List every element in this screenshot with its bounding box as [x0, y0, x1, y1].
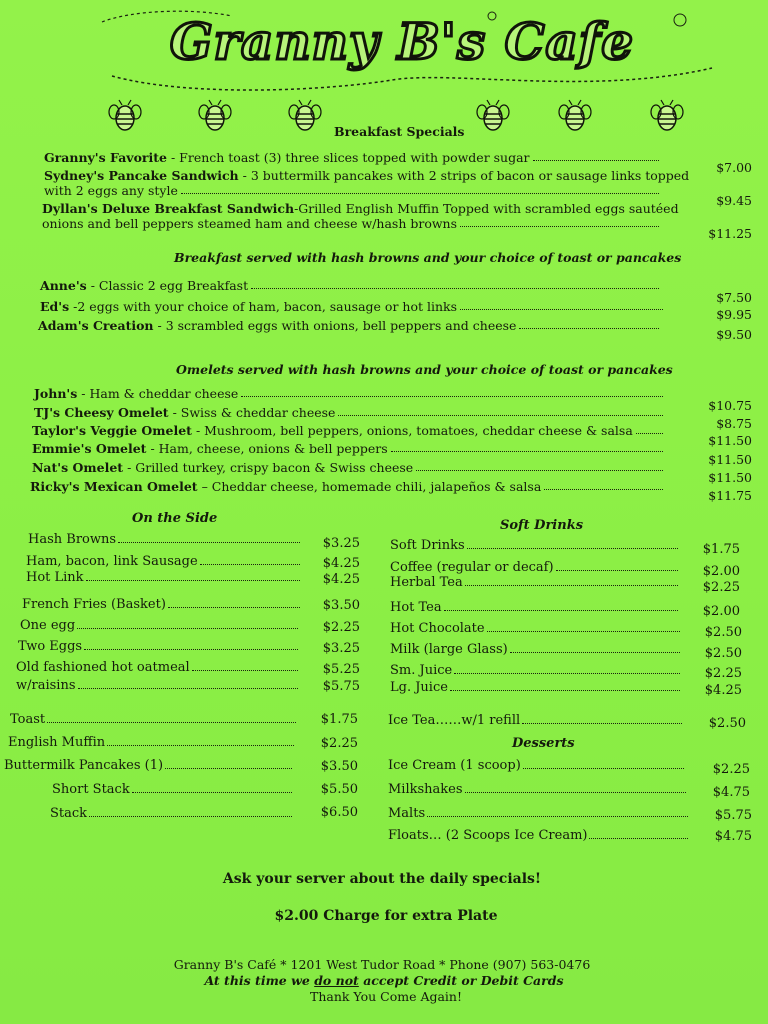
item-price: $9.45: [716, 193, 752, 208]
item-name: Coffee (regular or decaf): [390, 560, 554, 575]
dot-leader: [519, 327, 659, 329]
drink-item: [388, 713, 684, 728]
item-name: Hot Chocolate: [390, 621, 485, 636]
item-description: - Classic 2 egg Breakfast: [90, 278, 249, 293]
item-name: Ed's: [40, 299, 70, 314]
item-description: - Grilled turkey, crispy bacon & Swiss cheese: [127, 460, 414, 475]
item-price: $8.75: [716, 416, 752, 431]
dot-leader: [465, 584, 678, 586]
item-price: $11.75: [708, 488, 752, 503]
bee-icon: [288, 98, 322, 134]
dot-leader: [181, 192, 659, 194]
menu-item-row: [40, 278, 662, 293]
item-name: Sydney's Pancake Sandwich: [44, 168, 239, 183]
item-price: $2.50: [704, 625, 742, 640]
bee-icon: [108, 98, 142, 134]
bee-icon: [476, 98, 510, 134]
item-price: $11.50: [708, 452, 752, 467]
drink-item: [390, 600, 680, 615]
item-name: Short Stack: [52, 782, 130, 797]
item-price: $2.25: [704, 666, 742, 681]
dessert-item: [388, 782, 688, 797]
item-name: Milk (large Glass): [390, 642, 508, 657]
item-name: TJ's Cheesy Omelet: [34, 405, 169, 420]
dot-leader: [450, 689, 680, 691]
side-item: [8, 735, 296, 750]
soft-drinks-heading: Soft Drinks: [500, 518, 584, 533]
item-name: John's: [34, 386, 78, 401]
item-description: -Grilled English Muffin Topped with scrambled eggs sautéed: [294, 201, 679, 216]
item-price: $5.75: [322, 679, 360, 694]
item-price: $11.50: [708, 433, 752, 448]
dot-leader: [454, 672, 680, 674]
payment-note: [0, 973, 768, 988]
item-description: -2 eggs with your choice of ham, bacon, sausage or hot links: [73, 299, 458, 314]
item-price: $1.75: [320, 712, 358, 727]
item-name: Old fashioned hot oatmeal: [16, 660, 190, 675]
drink-item: [390, 575, 680, 590]
item-price: $1.75: [702, 542, 740, 557]
side-item: [18, 639, 300, 654]
menu-item-row: [42, 201, 679, 216]
dot-leader: [465, 791, 686, 793]
item-name: Ham, bacon, link Sausage: [26, 554, 198, 569]
menu-item-row: [30, 479, 666, 494]
dot-leader: [444, 609, 678, 611]
side-item: [52, 782, 294, 797]
item-price: $7.00: [716, 160, 752, 175]
item-price: $5.50: [320, 782, 358, 797]
item-description: - Ham, cheese, onions & bell peppers: [150, 441, 388, 456]
item-name: Adam's Creation: [38, 318, 154, 333]
side-item: [50, 806, 294, 821]
item-price: $5.25: [322, 662, 360, 677]
thank-you-note: Thank You Come Again!: [309, 989, 463, 1004]
drink-item: [390, 560, 680, 575]
item-name: Lg. Juice: [390, 680, 448, 695]
item-name: Ricky's Mexican Omelet: [30, 479, 198, 494]
side-item: [16, 660, 300, 675]
item-price: $11.25: [708, 226, 752, 241]
item-name: Malts: [388, 806, 426, 821]
dot-leader: [460, 225, 659, 227]
menu-item-row: [44, 168, 690, 183]
dot-leader: [168, 606, 300, 608]
drink-item: [390, 663, 682, 678]
item-name: Taylor's Veggie Omelet: [32, 423, 192, 438]
side-item: [16, 678, 300, 693]
item-price: $4.25: [322, 572, 360, 587]
menu-item-row: [40, 299, 666, 314]
menu-item-row: [32, 423, 666, 438]
item-name: Ice Cream (1 scoop): [388, 758, 521, 773]
side-item: [28, 532, 302, 547]
bee-icon: [558, 98, 592, 134]
item-name: Emmie's Omelet: [32, 441, 147, 456]
item-price: $2.00: [702, 564, 740, 579]
bee-icon: [198, 98, 232, 134]
item-name: w/raisins: [16, 678, 76, 693]
dot-leader: [200, 563, 300, 565]
item-price: $9.95: [716, 307, 752, 322]
item-price: $4.25: [322, 556, 360, 571]
dot-leader: [118, 541, 300, 543]
item-name: Hash Browns: [28, 532, 117, 547]
side-item: [20, 618, 300, 633]
item-name: One egg: [20, 618, 76, 633]
item-name: Anne's: [40, 278, 87, 293]
payment-note-part2: accept Credit or Debit Cards: [363, 973, 564, 988]
side-item: [26, 554, 302, 569]
item-description-continued: with 2 eggs any style: [44, 183, 178, 198]
bee-icon: [650, 98, 684, 134]
item-description: - Mushroom, bell peppers, onions, tomatoes, cheddar cheese & salsa: [195, 423, 633, 438]
drink-item: [390, 621, 682, 636]
dot-leader: [487, 630, 680, 632]
menu-item-row: [32, 441, 666, 456]
item-price: $4.75: [714, 829, 752, 844]
item-name: Floats… (2 Scoops Ice Cream): [388, 828, 588, 843]
dot-leader: [338, 414, 663, 416]
item-description: - French toast (3) three slices topped with powder sugar: [170, 150, 530, 165]
breakfast-specials-heading: Breakfast Specials: [334, 124, 465, 139]
dot-leader: [510, 651, 680, 653]
item-description: – Cheddar cheese, homemade chili, jalapeños & salsa: [201, 479, 542, 494]
item-price: $11.50: [708, 470, 752, 485]
dessert-item: [388, 828, 690, 843]
item-name: Hot Link: [26, 570, 84, 585]
item-price: $9.50: [716, 327, 752, 342]
dot-leader: [107, 744, 294, 746]
dot-leader: [522, 722, 682, 724]
dot-leader: [416, 469, 663, 471]
item-price: $3.25: [322, 536, 360, 551]
item-name: English Muffin: [8, 735, 106, 750]
item-price: $3.50: [320, 759, 358, 774]
item-description: - 3 buttermilk pancakes with 2 strips of bacon or sausage links topped: [242, 168, 690, 183]
dot-leader: [132, 791, 292, 793]
side-item: [26, 570, 302, 585]
item-price: $10.75: [708, 398, 752, 413]
item-price: $3.50: [322, 598, 360, 613]
item-description-continued: onions and bell peppers steamed ham and cheese w/hash browns: [42, 216, 458, 231]
dot-leader: [391, 450, 663, 452]
menu-item-row: [44, 150, 662, 165]
drink-item: [390, 642, 682, 657]
dot-leader: [89, 815, 292, 817]
dot-leader: [544, 488, 663, 490]
dot-leader: [78, 687, 298, 689]
item-price: $2.50: [708, 716, 746, 731]
item-name: Sm. Juice: [390, 663, 453, 678]
side-item: [4, 758, 294, 773]
dot-leader: [241, 395, 663, 397]
dot-leader: [165, 767, 292, 769]
cafe-title: Granny B's Cafe: [169, 12, 635, 71]
item-price: $2.25: [322, 620, 360, 635]
side-item: [22, 597, 302, 612]
dot-leader: [77, 627, 298, 629]
item-price: $2.50: [704, 646, 742, 661]
breakfast-heading: Breakfast served with hash browns and your choice of toast or pancakes: [174, 250, 682, 265]
item-price: $6.50: [320, 805, 358, 820]
dot-leader: [192, 669, 298, 671]
payment-note-part1: At this time we: [204, 973, 310, 988]
daily-specials-note: Ask your server about the daily specials!: [222, 871, 542, 887]
dot-leader: [460, 308, 663, 310]
dot-leader: [556, 569, 678, 571]
omelets-heading: Omelets served with hash browns and your choice of toast or pancakes: [176, 362, 673, 377]
menu-item-row: [38, 318, 662, 333]
menu-item-row: [34, 386, 666, 401]
payment-note-emphasis: do not: [314, 973, 359, 988]
dot-leader: [84, 648, 298, 650]
item-name: Stack: [50, 806, 88, 821]
dot-leader: [427, 815, 688, 817]
dot-leader: [86, 579, 300, 581]
item-name: Milkshakes: [388, 782, 463, 797]
item-name: Toast: [10, 712, 46, 727]
side-item: [10, 712, 298, 727]
dessert-item: [388, 806, 690, 821]
dot-leader: [47, 721, 296, 723]
dot-leader: [467, 547, 678, 549]
cafe-title-logo: [72, 6, 732, 94]
item-name: Soft Drinks: [390, 538, 465, 553]
menu-item-row-continued: [42, 216, 662, 231]
on-the-side-heading: On the Side: [132, 511, 218, 526]
item-price: $2.25: [702, 580, 740, 595]
item-price: $2.25: [320, 736, 358, 751]
menu-item-row-continued: [44, 183, 662, 198]
dot-leader: [533, 159, 659, 161]
item-name: Nat's Omelet: [32, 460, 124, 475]
item-name: Dyllan's Deluxe Breakfast Sandwich: [42, 201, 295, 216]
extra-plate-charge: $2.00 Charge for extra Plate: [274, 908, 498, 924]
item-price: $2.25: [712, 762, 750, 777]
menu-item-row: [32, 460, 666, 475]
item-price: $4.25: [704, 683, 742, 698]
item-price: $2.00: [702, 604, 740, 619]
item-description: - 3 scrambled eggs with onions, bell peppers and cheese: [157, 318, 517, 333]
item-price: $5.75: [714, 808, 752, 823]
dessert-item: [388, 758, 686, 773]
item-price: $3.25: [322, 641, 360, 656]
item-name: French Fries (Basket): [22, 597, 166, 612]
menu-item-row: [34, 405, 666, 420]
drink-item: [390, 538, 680, 553]
desserts-heading: Desserts: [512, 736, 575, 751]
dot-leader: [636, 432, 663, 434]
dot-leader: [589, 837, 688, 839]
item-name: Two Eggs: [18, 639, 83, 654]
drink-item: [390, 680, 682, 695]
item-price: $4.75: [712, 785, 750, 800]
cafe-address-phone: Granny B's Café * 1201 West Tudor Road * Phone (907) 563-0476: [173, 957, 591, 972]
item-name: Hot Tea: [390, 600, 442, 615]
item-description: - Ham & cheddar cheese: [81, 386, 239, 401]
item-name: Herbal Tea: [390, 575, 463, 590]
item-name: Buttermilk Pancakes (1): [4, 758, 164, 773]
dot-leader: [251, 287, 659, 289]
dot-leader: [523, 767, 684, 769]
item-price: $7.50: [716, 290, 752, 305]
item-name: Granny's Favorite: [44, 150, 167, 165]
item-name: Ice Tea……w/1 refill: [388, 713, 521, 728]
item-description: - Swiss & cheddar cheese: [172, 405, 336, 420]
